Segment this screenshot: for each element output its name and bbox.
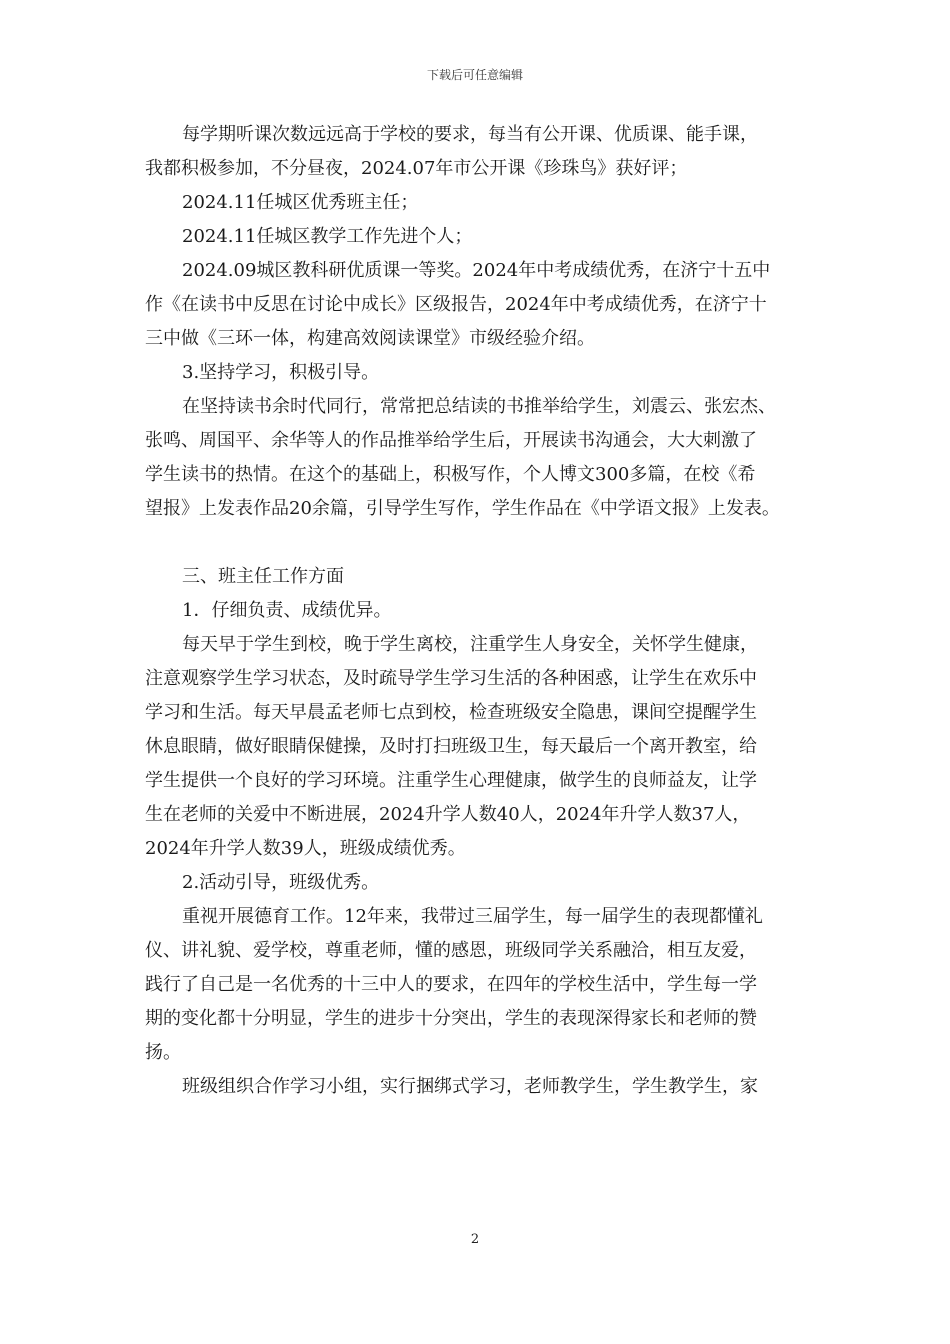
text-line: 学习和生活。每天早晨孟老师七点到校，检查班级安全隐患，课间空提醒学生 xyxy=(145,702,757,723)
text-line: 2024.09城区教科研优质课一等奖。2024年中考成绩优秀，在济宁十五中 xyxy=(182,260,771,281)
text-line: 2.活动引导，班级优秀。 xyxy=(182,872,380,893)
text-line: 张鸣、周国平、余华等人的作品推举给学生后，开展读书沟通会，大大刺激了 xyxy=(145,430,757,451)
text-line: 仪、讲礼貌、爱学校，尊重老师，懂的感恩，班级同学关系融洽，相互友爱， xyxy=(145,940,757,961)
text-line: 学生提供一个良好的学习环境。注重学生心理健康，做学生的良师益友，让学 xyxy=(145,770,757,791)
text-line: 扬。 xyxy=(145,1042,181,1063)
text-line: 三中做《三环一体，构建高效阅读课堂》市级经验介绍。 xyxy=(145,328,595,349)
text-line: 望报》上发表作品20余篇，引导学生写作，学生作品在《中学语文报》上发表。 xyxy=(145,498,780,519)
text-line: 注意观察学生学习状态，及时疏导学生学习生活的各种困惑，让学生在欢乐中 xyxy=(145,668,757,689)
text-line: 3.坚持学习，积极引导。 xyxy=(182,362,380,383)
text-line: 2024年升学人数39人，班级成绩优秀。 xyxy=(145,838,466,859)
text-line: 重视开展德育工作。12年来，我带过三届学生，每一届学生的表现都懂礼 xyxy=(182,906,763,927)
text-line: 2024.11任城区优秀班主任； xyxy=(182,192,419,213)
text-line: 每学期听课次数远远高于学校的要求，每当有公开课、优质课、能手课， xyxy=(182,124,758,145)
text-line: 三、班主任工作方面 xyxy=(182,566,344,587)
blank-line xyxy=(145,526,815,560)
text-line: 学生读书的热情。在这个的基础上，积极写作，个人博文300多篇，在校《希 xyxy=(145,464,756,485)
page-header: 下载后可任意编辑 xyxy=(426,68,523,82)
text-line: 休息眼睛，做好眼睛保健操，及时打扫班级卫生，每天最后一个离开教室，给 xyxy=(145,736,757,757)
text-line: 班级组织合作学习小组，实行捆绑式学习，老师教学生，学生教学生，家 xyxy=(182,1076,758,1097)
text-line: 践行了自己是一名优秀的十三中人的要求，在四年的学校生活中，学生每一学 xyxy=(145,974,757,995)
text-line: 生在老师的关爱中不断进展，2024升学人数40人，2024年升学人数37人， xyxy=(145,804,751,825)
document-body xyxy=(145,118,815,1104)
text-line: 每天早于学生到校，晚于学生离校，注重学生人身安全，关怀学生健康， xyxy=(182,634,758,655)
text-line: 作《在读书中反思在讨论中成长》区级报告，2024年中考成绩优秀，在济宁十 xyxy=(145,294,767,315)
text-line: 在坚持读书余时代同行，常常把总结读的书推举给学生，刘震云、张宏杰、 xyxy=(182,396,776,417)
text-line: 2024.11任城区教学工作先进个人； xyxy=(182,226,473,247)
text-line: 期的变化都十分明显，学生的进步十分突出，学生的表现深得家长和老师的赞 xyxy=(145,1008,757,1029)
text-line: 我都积极参加，不分昼夜，2024.07年市公开课《珍珠鸟》获好评； xyxy=(145,158,688,179)
page-number: 2 xyxy=(470,1232,480,1247)
text-line: 1．仔细负责、成绩优异。 xyxy=(182,600,392,621)
